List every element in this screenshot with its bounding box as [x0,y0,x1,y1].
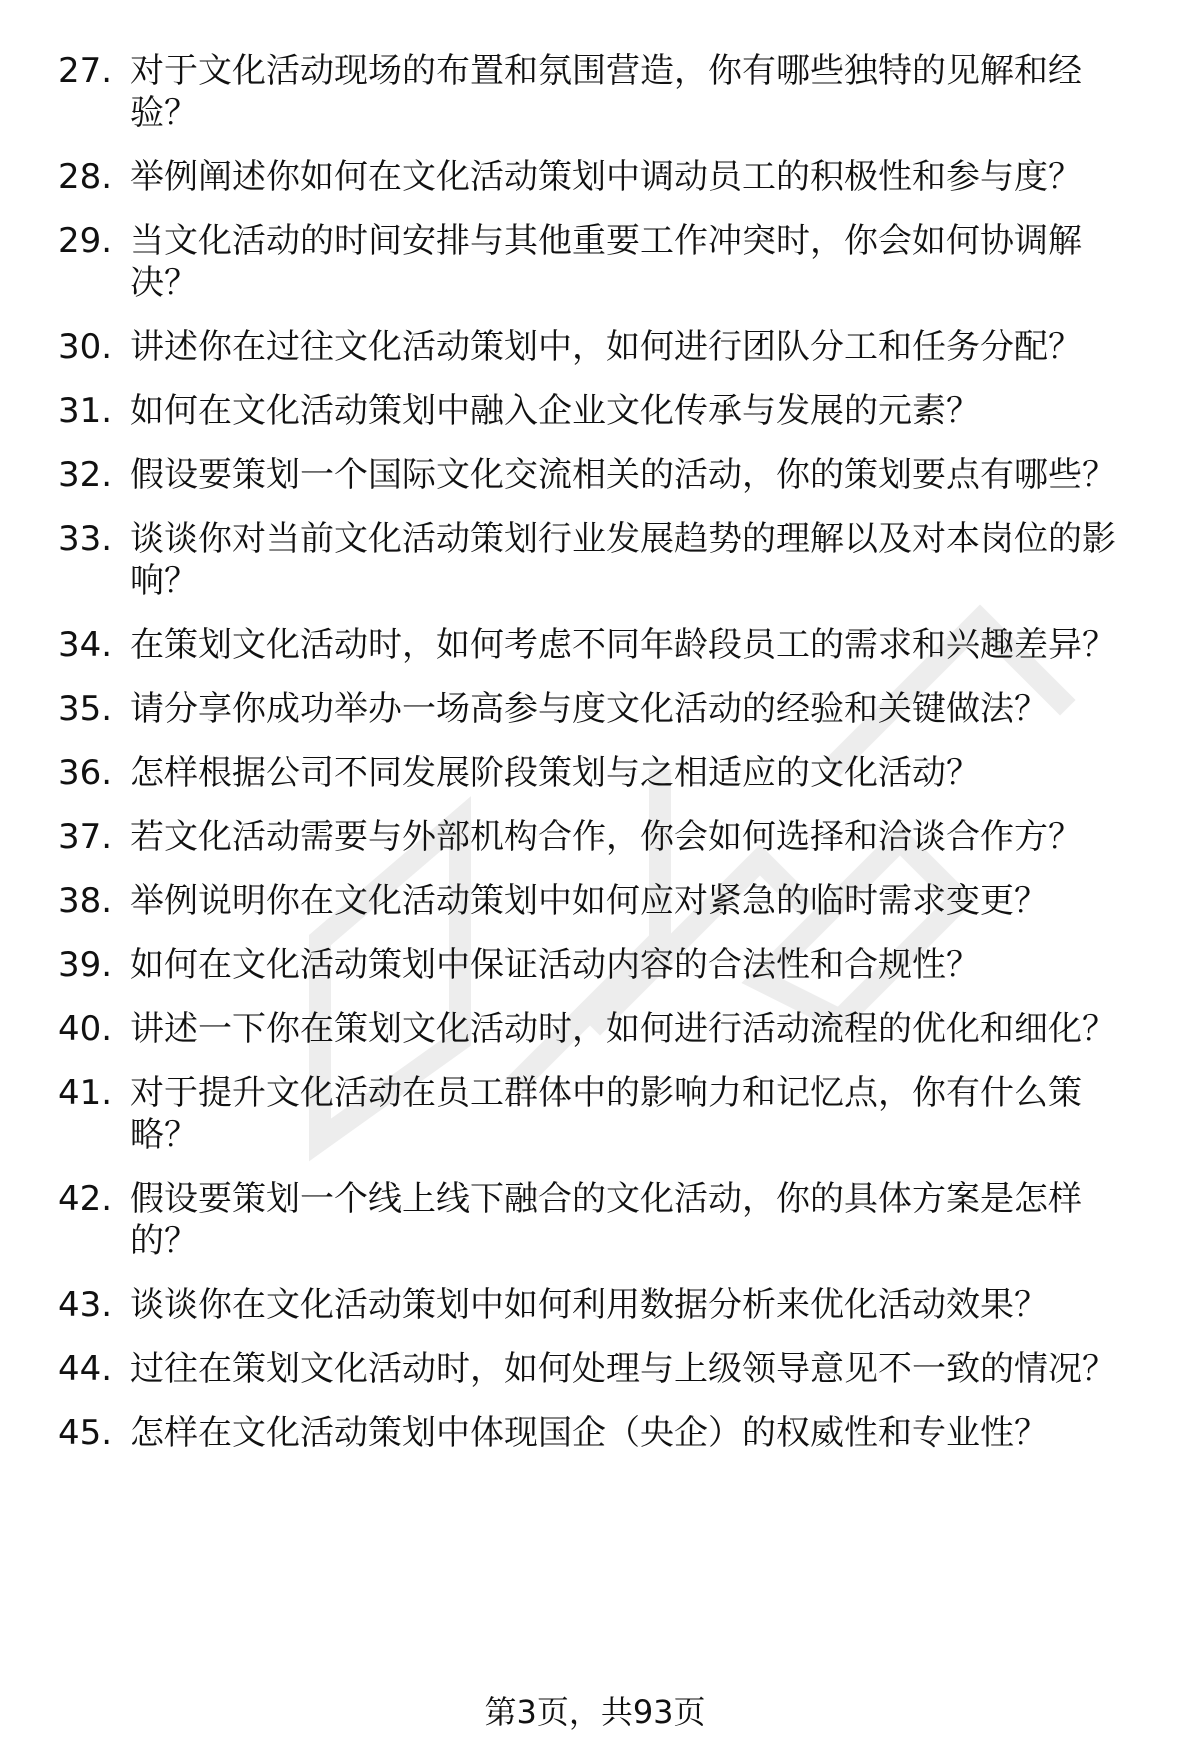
page-number: 第3页，共93页 [484,1693,706,1731]
question-number: 31. [58,391,113,431]
question-number: 28. [58,157,113,197]
list-item [0,390,1190,432]
list-item [0,880,1190,922]
list-item [0,50,1190,134]
question-number: 36. [58,753,113,793]
list-item [0,1284,1190,1326]
question-text: 谈谈你在文化活动策划中如何利用数据分析来优化活动效果？ [130,1285,1048,1325]
question-number: 29. [58,221,113,261]
question-number: 34. [58,625,113,665]
question-text: 举例说明你在文化活动策划中如何应对紧急的临时需求变更？ [130,881,1048,921]
list-item [0,156,1190,198]
list-item [0,624,1190,666]
question-text: 如何在文化活动策划中保证活动内容的合法性和合规性？ [130,945,980,985]
question-text: 如何在文化活动策划中融入企业文化传承与发展的元素？ [130,391,980,431]
list-item [0,454,1190,496]
question-number: 44. [58,1349,113,1389]
list-item [0,1178,1190,1262]
question-text: 当文化活动的时间安排与其他重要工作冲突时，你会如何协调解决？ [130,221,1082,303]
question-number: 27. [58,51,113,91]
question-number: 37. [58,817,113,857]
question-text: 假设要策划一个线上线下融合的文化活动，你的具体方案是怎样的？ [130,1179,1082,1261]
question-text: 怎样根据公司不同发展阶段策划与之相适应的文化活动？ [130,753,980,793]
question-number: 32. [58,455,113,495]
question-text: 举例阐述你如何在文化活动策划中调动员工的积极性和参与度？ [130,157,1082,197]
question-number: 41. [58,1073,113,1113]
question-number: 38. [58,881,113,921]
question-number: 35. [58,689,113,729]
list-item [0,944,1190,986]
question-text: 讲述一下你在策划文化活动时，如何进行活动流程的优化和细化？ [130,1009,1116,1049]
question-text: 对于文化活动现场的布置和氛围营造，你有哪些独特的见解和经验？ [130,51,1082,133]
question-number: 33. [58,519,113,559]
question-text: 请分享你成功举办一场高参与度文化活动的经验和关键做法？ [130,689,1048,729]
question-number: 39. [58,945,113,985]
question-number: 45. [58,1413,113,1453]
question-text: 怎样在文化活动策划中体现国企（央企）的权威性和专业性？ [130,1413,1048,1453]
question-text: 假设要策划一个国际文化交流相关的活动，你的策划要点有哪些？ [130,455,1116,495]
question-number: 42. [58,1179,113,1219]
list-item [0,1348,1190,1390]
list-item [0,816,1190,858]
list-item [0,518,1190,602]
question-text: 若文化活动需要与外部机构合作，你会如何选择和洽谈合作方？ [130,817,1082,857]
question-text: 谈谈你对当前文化活动策划行业发展趋势的理解以及对本岗位的影响？ [130,519,1116,601]
list-item [0,1008,1190,1050]
question-text: 过往在策划文化活动时，如何处理与上级领导意见不一致的情况？ [130,1349,1116,1389]
list-item [0,752,1190,794]
list-item [0,1072,1190,1156]
question-number: 30. [58,327,113,367]
list-item [0,220,1190,304]
question-number: 40. [58,1009,113,1049]
list-item [0,326,1190,368]
question-list [0,50,1190,1476]
question-text: 对于提升文化活动在员工群体中的影响力和记忆点，你有什么策略？ [130,1073,1082,1155]
list-item [0,1412,1190,1454]
list-item [0,688,1190,730]
question-number: 43. [58,1285,113,1325]
question-text: 讲述你在过往文化活动策划中，如何进行团队分工和任务分配？ [130,327,1082,367]
question-text: 在策划文化活动时，如何考虑不同年龄段员工的需求和兴趣差异？ [130,625,1116,665]
